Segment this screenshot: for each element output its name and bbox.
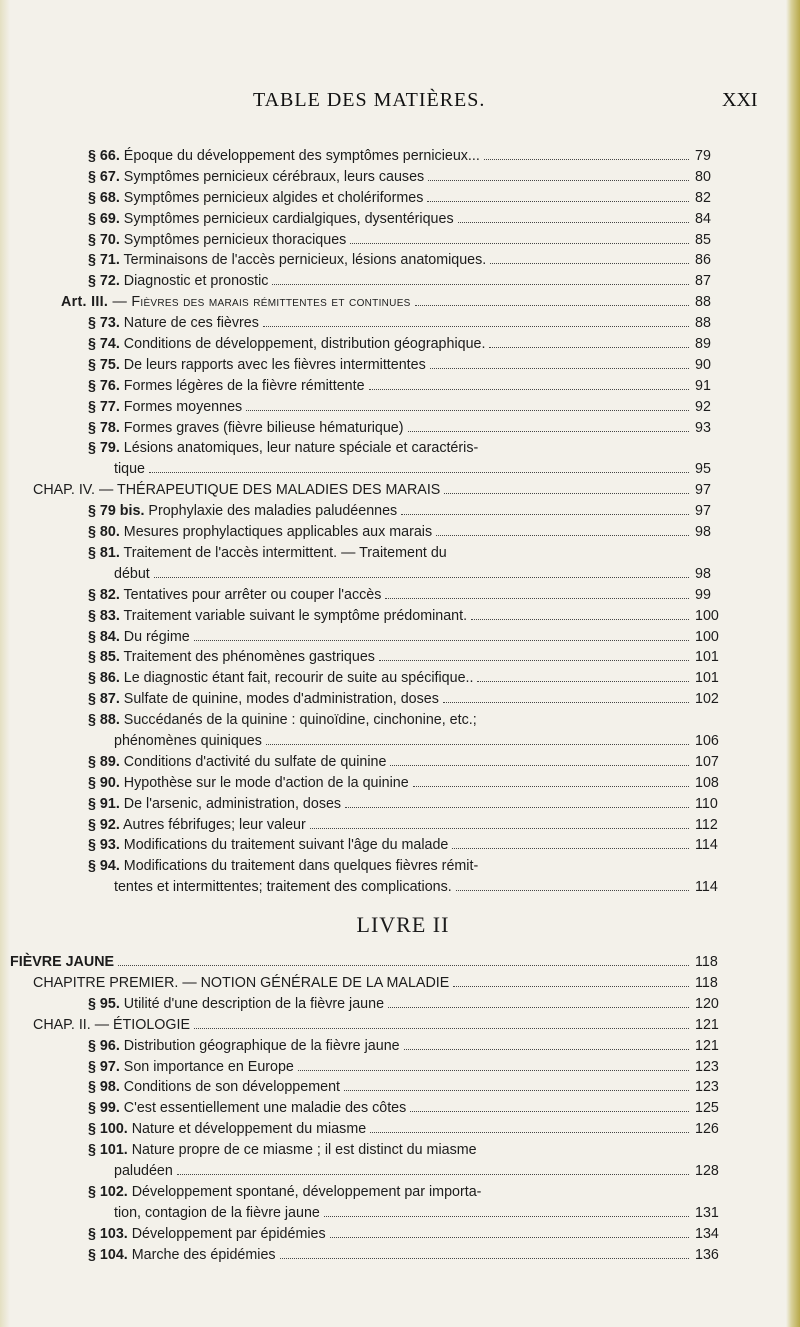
section-title: Modifications du traitement suivant l'âge du malade (123, 837, 449, 854)
toc-entry[interactable] (0, 773, 729, 794)
dot-leader (280, 1258, 689, 1259)
page-number: 99 (695, 586, 711, 603)
toc-entry[interactable] (0, 668, 729, 689)
page-number: 80 (695, 168, 711, 185)
page-number: 121 (695, 1037, 719, 1054)
page-number: 79 (695, 148, 711, 164)
entry-text (88, 815, 306, 836)
toc-chapter-4[interactable] (0, 480, 729, 501)
section-title: Autres fébrifuges; leur valeur (123, 816, 306, 833)
section-number: § 88. (88, 712, 120, 729)
dot-leader (379, 660, 689, 661)
section-number: § 73. (88, 315, 120, 332)
toc-entry-wrapped[interactable] (0, 438, 729, 480)
chapter-title: — THÉRAPEUTIQUE DES MALADIES DES MARAIS (98, 482, 441, 499)
toc-entry[interactable] (0, 334, 729, 355)
page-number: 91 (695, 377, 711, 394)
entry-line-2 (88, 877, 729, 898)
section-number: § 79 bis. (88, 503, 145, 520)
part-title: FIÈVRE JAUNE (10, 954, 115, 971)
entry-text (88, 1036, 400, 1057)
section-number: § 75. (88, 356, 120, 373)
dot-leader (490, 263, 689, 264)
section-number: § 83. (88, 607, 120, 624)
entry-text (88, 522, 432, 543)
chapter-title: CHAP. II. — ÉTIOLOGIE (33, 1016, 191, 1033)
entry-text (88, 397, 242, 418)
section-title: Modifications du traitement dans quelques fièvres rémit- (123, 858, 479, 875)
entry-text (88, 647, 375, 668)
dot-leader (370, 1132, 689, 1133)
dot-leader (324, 1216, 689, 1217)
dot-leader (390, 765, 689, 766)
toc-entry[interactable] (0, 418, 729, 439)
page-number: 123 (695, 1079, 719, 1096)
entry-line-1 (88, 543, 695, 564)
section-title: Nature propre de ce miasme ; il est distinct du miasme (131, 1142, 477, 1159)
toc-entry[interactable] (0, 1119, 729, 1140)
entry-text (88, 188, 423, 209)
section-title: Du régime (123, 628, 190, 645)
entry-text (88, 585, 381, 606)
toc-entry[interactable] (0, 250, 729, 271)
section-title: Distribution géographique de la fièvre jaune (123, 1037, 400, 1054)
dot-leader (345, 807, 689, 808)
section-number: § 100. (88, 1121, 128, 1138)
page-number: 98 (695, 524, 711, 541)
toc-entry[interactable] (0, 606, 729, 627)
toc-entry[interactable] (0, 815, 729, 836)
section-number: § 71. (88, 252, 120, 269)
toc-entry[interactable] (0, 1098, 729, 1119)
dot-leader (263, 326, 689, 327)
section-number: § 93. (88, 837, 120, 854)
dot-leader (177, 1174, 689, 1175)
entry-text (88, 773, 409, 794)
toc-entry[interactable] (0, 994, 729, 1015)
section-number: § 91. (88, 795, 120, 812)
section-title-continued: phénomènes quiniques (114, 732, 262, 749)
entry-text (88, 1077, 340, 1098)
entry-line-2 (88, 1203, 729, 1224)
section-title: Conditions d'activité du sulfate de quinine (123, 753, 387, 770)
page-number: 106 (695, 732, 719, 749)
dot-leader (369, 389, 689, 390)
toc-entry-wrapped[interactable] (0, 1182, 729, 1224)
section-title: Marche des épidémies (131, 1246, 276, 1263)
entry-text (88, 271, 268, 292)
toc-entry-wrapped[interactable] (0, 710, 729, 752)
article-title: — Fièvres des marais rémittentes et continues (112, 294, 411, 311)
toc-entry[interactable] (0, 376, 729, 397)
section-number: § 103. (88, 1225, 128, 1242)
entry-line-1 (88, 438, 695, 459)
page-number: 88 (695, 315, 711, 332)
section-title: Terminaisons de l'accès pernicieux, lésions anatomiques. (123, 252, 487, 269)
dot-leader (415, 305, 689, 306)
entry-text (88, 167, 424, 188)
section-number: § 89. (88, 753, 120, 770)
section-number: § 77. (88, 398, 120, 415)
section-title: Époque du développement des symptômes pernicieux... (123, 148, 480, 164)
toc-entry[interactable] (0, 501, 729, 522)
dot-leader (118, 965, 689, 966)
toc-entry[interactable] (0, 397, 729, 418)
dot-leader (444, 493, 689, 494)
section-title-continued: tentes et intermittentes; traitement des complications. (114, 879, 452, 896)
section-number: § 95. (88, 995, 120, 1012)
section-title: Nature et développement du miasme (131, 1121, 367, 1138)
dot-leader (410, 1111, 689, 1112)
section-number: § 87. (88, 691, 120, 708)
section-number: § 78. (88, 419, 120, 436)
book-heading: LIVRE II (356, 912, 450, 938)
section-title-continued: tion, contagion de la fièvre jaune (114, 1204, 320, 1221)
page-number: 114 (695, 837, 718, 854)
section-title: Tentatives pour arrêter ou couper l'accès (123, 586, 382, 603)
section-number: § 80. (88, 524, 120, 541)
dot-leader (443, 702, 689, 703)
entry-line-1 (88, 856, 695, 877)
page-number: 126 (695, 1121, 719, 1138)
toc-entry[interactable] (0, 794, 729, 815)
page-number: 118 (695, 954, 718, 971)
section-number: § 70. (88, 231, 120, 248)
entry-text (88, 376, 365, 397)
section-title: Sulfate de quinine, modes d'administration, doses (123, 691, 439, 708)
dot-leader (428, 180, 689, 181)
entry-line-1 (88, 1182, 695, 1203)
section-number: § 85. (88, 649, 120, 666)
toc-chapter-2[interactable] (0, 1015, 729, 1036)
section-title: Traitement variable suivant le symptôme prédominant. (123, 607, 468, 624)
section-number: § 97. (88, 1058, 120, 1075)
toc-entry-wrapped[interactable] (0, 543, 729, 585)
page-number: 114 (695, 879, 718, 896)
entry-text (88, 334, 485, 355)
page-number: 95 (695, 461, 711, 478)
dot-leader (266, 744, 689, 745)
dot-leader (272, 284, 689, 285)
entry-text (88, 355, 426, 376)
entry-text (88, 313, 259, 334)
section-title: Traitement de l'accès intermittent. — Traitement du (123, 544, 447, 561)
page-number: 90 (695, 356, 711, 373)
section-title: Nature de ces fièvres (123, 315, 259, 332)
dot-leader (149, 472, 689, 473)
dot-leader (404, 1049, 689, 1050)
dot-leader (413, 786, 689, 787)
entry-line-1 (88, 1140, 695, 1161)
dot-leader (344, 1090, 689, 1091)
toc-entry[interactable] (0, 230, 729, 251)
page-number: 131 (695, 1204, 719, 1221)
entry-text (88, 752, 386, 773)
entry-line-2 (88, 564, 729, 585)
section-title: Le diagnostic étant fait, recourir de suite au spécifique.. (123, 670, 474, 687)
section-number: § 69. (88, 210, 120, 227)
page-number: 112 (695, 816, 718, 833)
dot-leader (452, 848, 689, 849)
toc-entry[interactable] (0, 1245, 729, 1266)
dot-leader (298, 1070, 689, 1071)
toc-entry-wrapped[interactable] (0, 856, 729, 898)
dot-leader (194, 1028, 689, 1029)
entry-text (88, 1119, 366, 1140)
entry-text (88, 209, 454, 230)
entry-text (88, 1224, 326, 1245)
dot-leader (385, 598, 689, 599)
entry-text (88, 606, 467, 627)
section-number: § 96. (88, 1037, 120, 1054)
page-number: 110 (695, 795, 718, 812)
section-title-continued: paludéen (114, 1163, 173, 1180)
section-title: Symptômes pernicieux cérébraux, leurs causes (123, 168, 425, 185)
entry-line-2 (88, 1161, 729, 1182)
section-title: Développement par épidémies (131, 1225, 326, 1242)
section-number: § 101. (88, 1142, 128, 1159)
toc-article-3[interactable] (0, 292, 729, 313)
toc-entry[interactable] (0, 188, 729, 209)
section-title: Son importance en Europe (123, 1058, 294, 1075)
section-number: § 82. (88, 586, 120, 603)
article-number: Art. III. (61, 294, 109, 311)
page-number: 123 (695, 1058, 719, 1075)
section-title: Symptômes pernicieux thoraciques (123, 231, 347, 248)
section-title: De l'arsenic, administration, doses (123, 795, 342, 812)
dot-leader (458, 222, 689, 223)
toc-entry[interactable] (0, 167, 729, 188)
dot-leader (194, 640, 689, 641)
page-number: 120 (695, 995, 719, 1012)
toc-entry[interactable] (0, 146, 729, 167)
toc-entry[interactable] (0, 647, 729, 668)
page-number: 93 (695, 419, 711, 436)
dot-leader (330, 1237, 689, 1238)
toc-entry[interactable] (0, 689, 729, 710)
entry-text (88, 250, 486, 271)
page-number: 101 (695, 670, 719, 687)
toc-entry[interactable] (0, 522, 729, 543)
table-of-contents (0, 146, 800, 1266)
toc-entry[interactable] (0, 1077, 729, 1098)
section-title-continued: tique (114, 461, 146, 478)
dot-leader (310, 828, 689, 829)
section-number: § 66. (88, 148, 120, 164)
toc-entry[interactable] (0, 627, 729, 648)
page-number: 100 (695, 607, 719, 624)
section-title: Succédanés de la quinine : quinoïdine, cinchonine, etc.; (123, 712, 477, 729)
section-number: § 104. (88, 1246, 128, 1263)
toc-entry-wrapped[interactable] (0, 1140, 729, 1182)
section-number: § 68. (88, 189, 120, 206)
page-number: 128 (695, 1163, 719, 1180)
entry-text (88, 668, 473, 689)
entry-line-1 (88, 710, 695, 731)
running-header-title: TABLE DES MATIÈRES. (253, 89, 486, 111)
entry-text (88, 835, 448, 856)
section-title: Formes légères de la fièvre rémittente (123, 377, 365, 394)
page-number: 87 (695, 273, 711, 290)
section-title: Diagnostic et pronostic (123, 273, 269, 290)
section-title-continued: début (114, 565, 150, 582)
entry-line-2 (88, 459, 729, 480)
dot-leader (456, 890, 689, 891)
section-number: § 79. (88, 440, 120, 457)
section-title: Symptômes pernicieux cardialgiques, dysentériques (123, 210, 454, 227)
entry-text (88, 689, 439, 710)
section-number: § 99. (88, 1100, 120, 1117)
section-title: Traitement des phénomènes gastriques (123, 649, 375, 666)
page-number: 136 (695, 1246, 719, 1263)
section-title: De leurs rapports avec les fièvres intermittentes (123, 356, 426, 373)
entry-text (88, 418, 404, 439)
toc-entry[interactable] (0, 1224, 729, 1245)
page-number: 84 (695, 210, 711, 227)
section-title: C'est essentiellement une maladie des côtes (123, 1100, 407, 1117)
page-number: 100 (695, 628, 719, 645)
section-number: § 72. (88, 273, 120, 290)
toc-entry[interactable] (0, 313, 729, 334)
dot-leader (436, 535, 689, 536)
section-number: § 81. (88, 544, 120, 561)
chapter-title: CHAPITRE PREMIER. — NOTION GÉNÉRALE DE LA MALADIE (33, 975, 450, 992)
page-number: 118 (695, 975, 718, 992)
page-number: 92 (695, 398, 711, 415)
section-title: Hypothèse sur le mode d'action de la quinine (123, 774, 409, 791)
entry-text (88, 1098, 406, 1119)
dot-leader (484, 159, 689, 160)
dot-leader (388, 1007, 689, 1008)
page-number: 88 (695, 294, 711, 311)
page-number: 121 (695, 1016, 719, 1033)
entry-text (88, 230, 346, 251)
section-number: § 90. (88, 774, 120, 791)
section-number: § 98. (88, 1079, 120, 1096)
toc-entry[interactable] (0, 835, 729, 856)
section-title: Conditions de développement, distribution géographique. (123, 336, 486, 353)
dot-leader (246, 410, 689, 411)
dot-leader (453, 986, 689, 987)
page-number: 82 (695, 189, 711, 206)
page-number: 101 (695, 649, 719, 666)
section-number: § 102. (88, 1183, 128, 1200)
section-number: § 74. (88, 336, 120, 353)
dot-leader (427, 201, 689, 202)
entry-text (88, 627, 190, 648)
section-number: § 94. (88, 858, 120, 875)
page-number: 97 (695, 482, 711, 499)
section-number: § 92. (88, 816, 120, 833)
page-number: 97 (695, 503, 711, 520)
chapter-number: CHAP. IV. (33, 482, 95, 499)
entry-text (88, 146, 480, 167)
dot-leader (408, 431, 690, 432)
section-title: Conditions de son développement (123, 1079, 340, 1096)
entry-line-2 (88, 731, 729, 752)
page-number: 108 (695, 774, 719, 791)
section-title: Symptômes pernicieux algides et cholériformes (123, 189, 424, 206)
section-title: Formes graves (fièvre bilieuse hématurique) (123, 419, 404, 436)
dot-leader (350, 243, 689, 244)
section-title: Utilité d'une description de la fièvre jaune (123, 995, 385, 1012)
page-number: 102 (695, 691, 719, 708)
toc-entry[interactable] (0, 271, 729, 292)
section-number: § 67. (88, 168, 120, 185)
toc-entry[interactable] (0, 585, 729, 606)
section-title: Lésions anatomiques, leur nature spéciale et caractéris- (123, 440, 479, 457)
section-title: Formes moyennes (123, 398, 243, 415)
toc-entry[interactable] (0, 209, 729, 230)
dot-leader (489, 347, 689, 348)
page-number: 107 (695, 753, 719, 770)
toc-entry[interactable] (0, 1036, 729, 1057)
toc-entry[interactable] (0, 355, 729, 376)
page-number: 86 (695, 252, 711, 269)
running-header-page-number: XXI (722, 89, 758, 111)
section-title: Développement spontané, développement par importa- (131, 1183, 482, 1200)
section-number: § 84. (88, 628, 120, 645)
page-number: 134 (695, 1225, 719, 1242)
page-number: 98 (695, 565, 711, 582)
page-number: 85 (695, 231, 711, 248)
section-title: Mesures prophylactiques applicables aux marais (123, 524, 433, 541)
dot-leader (430, 368, 689, 369)
dot-leader (154, 577, 689, 578)
toc-chapter-1[interactable] (0, 973, 729, 994)
section-number: § 76. (88, 377, 120, 394)
toc-entry[interactable] (0, 752, 729, 773)
entry-text (88, 794, 341, 815)
section-title: Prophylaxie des maladies paludéennes (148, 503, 398, 520)
entry-text (88, 1057, 294, 1078)
toc-entry[interactable] (0, 1057, 729, 1078)
page-number: 89 (695, 336, 711, 353)
dot-leader (477, 681, 689, 682)
dot-leader (401, 514, 689, 515)
toc-part-fievre-jaune[interactable] (0, 952, 729, 973)
entry-text (88, 501, 397, 522)
section-number: § 86. (88, 670, 120, 687)
dot-leader (471, 619, 689, 620)
entry-text (88, 1245, 276, 1266)
page-number: 125 (695, 1100, 719, 1117)
